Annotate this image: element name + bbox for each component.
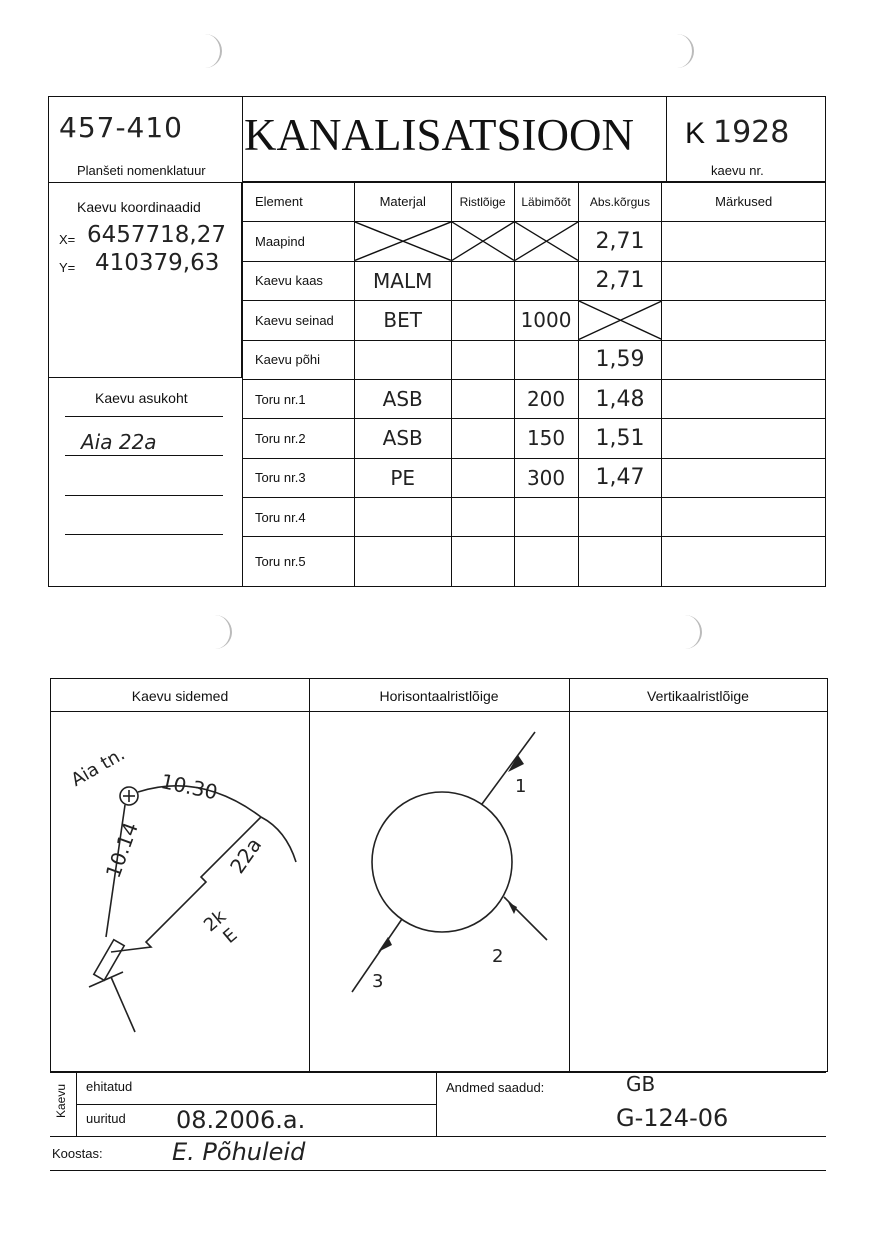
y-prefix: Y=	[59, 260, 76, 275]
row-material: PE	[354, 458, 451, 497]
distance-b: 10.14	[100, 819, 143, 882]
row-element: Kaevu kaas	[243, 261, 355, 300]
punch-hole	[680, 615, 702, 649]
row-diameter	[514, 537, 578, 587]
surveyed-value: 08.2006.a.	[176, 1106, 306, 1134]
well-prefix: K	[685, 117, 706, 150]
row-notes	[662, 458, 826, 497]
location-label: Kaevu asukoht	[95, 390, 188, 406]
table-header-row	[243, 182, 826, 222]
row-material: MALM	[354, 261, 451, 300]
row-height	[578, 537, 662, 587]
row-cross	[451, 458, 514, 497]
row-cross	[451, 498, 514, 537]
pipe-2-label: 2	[492, 946, 504, 967]
table-row	[243, 222, 826, 261]
crossed-cell	[578, 301, 662, 340]
house-number: 22a	[225, 833, 267, 878]
pipe-1-label: 1	[515, 776, 527, 797]
row-cross	[451, 419, 514, 458]
row-height	[578, 498, 662, 537]
sheet-number: 457-410	[59, 111, 183, 144]
row-element: Toru nr.4	[243, 498, 355, 537]
row-height: 1,48	[578, 379, 662, 418]
data-source: GB	[626, 1072, 656, 1096]
row-height: 1,47	[578, 458, 662, 497]
location-sketch	[51, 712, 309, 1071]
well-number: 1928	[713, 115, 790, 150]
col-header-diameter: Läbimõõt	[514, 182, 578, 222]
row-height: 2,71	[578, 222, 662, 261]
row-material: ASB	[354, 419, 451, 458]
row-height: 2,71	[578, 261, 662, 300]
row-element: Toru nr.2	[243, 419, 355, 458]
surveyed-label: uuritud	[86, 1111, 126, 1126]
row-notes	[662, 301, 826, 340]
row-material	[354, 537, 451, 587]
coordinates-box	[49, 182, 242, 378]
row-material	[354, 340, 451, 379]
row-notes	[662, 261, 826, 300]
table-row	[243, 340, 826, 379]
row-element: Toru nr.1	[243, 379, 355, 418]
row-material: ASB	[354, 379, 451, 418]
street-label: Aia tn.	[67, 743, 129, 791]
data-reference: G-124-06	[616, 1104, 729, 1132]
horizontal-section-drawing	[310, 712, 569, 1071]
col-header-element: Element	[243, 182, 355, 222]
col-header-height: Abs.kõrgus	[578, 182, 662, 222]
row-element: Kaevu põhi	[243, 340, 355, 379]
pipe-3-label: 3	[372, 971, 384, 992]
row-element: Toru nr.5	[243, 537, 355, 587]
col-header-notes: Märkused	[662, 182, 826, 222]
title-box	[242, 97, 666, 183]
punch-hole	[210, 615, 232, 649]
table-row	[243, 261, 826, 300]
table-row	[243, 458, 826, 497]
built-label: ehitatud	[86, 1079, 133, 1094]
row-cross	[451, 261, 514, 300]
row-diameter: 1000	[514, 301, 578, 340]
footer	[50, 1072, 826, 1172]
page-title: KANALISATSIOON	[244, 110, 634, 160]
vertical-section-label: Vertikaalristlõige	[647, 688, 749, 704]
row-diameter	[514, 340, 578, 379]
x-prefix: X=	[59, 232, 76, 247]
element-table	[242, 181, 826, 587]
distance-a: 10.30	[158, 769, 220, 805]
house-note: 2k	[199, 906, 231, 937]
row-notes	[662, 419, 826, 458]
row-cross	[451, 301, 514, 340]
table-row	[243, 537, 826, 587]
x-coordinate: 6457718,27	[87, 222, 227, 248]
sheet-box	[49, 97, 243, 183]
col-header-cross: Ristlõige	[451, 182, 514, 222]
row-height: 1,59	[578, 340, 662, 379]
row-notes	[662, 537, 826, 587]
col-header-material: Materjal	[354, 182, 451, 222]
table-row	[243, 498, 826, 537]
row-notes	[662, 340, 826, 379]
table-row	[243, 379, 826, 418]
row-cross	[451, 379, 514, 418]
row-notes	[662, 222, 826, 261]
author-label: Koostas:	[52, 1146, 103, 1161]
well-side-label: Kaevu	[54, 1083, 69, 1119]
row-diameter: 200	[514, 379, 578, 418]
horizontal-section-label: Horisontaalristlõige	[379, 688, 499, 704]
row-notes	[662, 379, 826, 418]
row-material: BET	[354, 301, 451, 340]
y-coordinate: 410379,63	[95, 250, 220, 276]
row-diameter	[514, 498, 578, 537]
row-cross	[451, 537, 514, 587]
table-row	[243, 419, 826, 458]
crossed-cell	[354, 222, 451, 261]
sheet-label: Planšeti nomenklatuur	[77, 163, 206, 178]
location-box	[49, 378, 243, 586]
row-element: Kaevu seinad	[243, 301, 355, 340]
table-row	[243, 301, 826, 340]
well-number-box	[666, 97, 826, 183]
house-note-2: E	[219, 924, 242, 948]
punch-hole	[200, 34, 222, 68]
row-diameter: 300	[514, 458, 578, 497]
crossed-cell	[451, 222, 514, 261]
coordinates-label: Kaevu koordinaadid	[77, 199, 201, 215]
author-signature: E. Põhuleid	[172, 1138, 306, 1166]
location-value: Aia 22a	[81, 430, 157, 454]
row-diameter: 150	[514, 419, 578, 458]
links-label: Kaevu sidemed	[131, 688, 229, 704]
row-height: 1,51	[578, 419, 662, 458]
punch-hole	[672, 34, 694, 68]
crossed-cell	[514, 222, 578, 261]
row-diameter	[514, 261, 578, 300]
well-label: kaevu nr.	[711, 163, 764, 178]
row-material	[354, 498, 451, 537]
data-received-label: Andmed saadud:	[446, 1080, 545, 1095]
row-element: Maapind	[243, 222, 355, 261]
sketch-form	[50, 678, 828, 1072]
row-cross	[451, 340, 514, 379]
row-notes	[662, 498, 826, 537]
row-element: Toru nr.3	[243, 458, 355, 497]
